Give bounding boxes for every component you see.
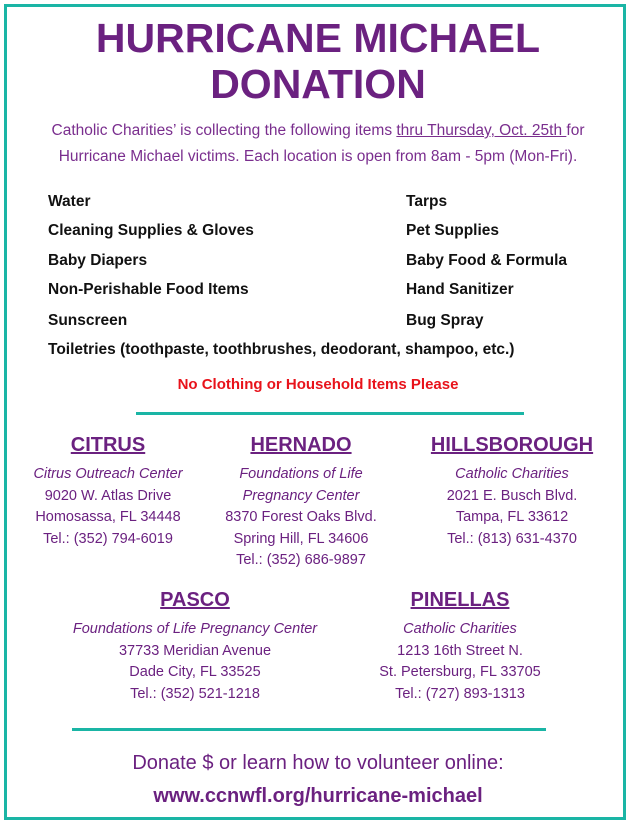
pinellas-line-3: St. Petersburg, FL 33705	[379, 664, 541, 680]
pasco-line-3: Dade City, FL 33525	[129, 664, 261, 680]
item-cleaning-supplies: Cleaning Supplies & Gloves	[48, 222, 254, 239]
pinellas-line-1: Catholic Charities	[403, 621, 517, 637]
item-water: Water	[48, 193, 91, 210]
location-pasco	[50, 587, 340, 705]
page-title-line-1: HURRICANE MICHAEL	[95, 15, 541, 61]
hillsborough-line-3: Tampa, FL 33612	[455, 509, 569, 525]
pasco-line-2: 37733 Meridian Avenue	[118, 642, 272, 659]
intro-part-2: for Hurricane Michael victims. Each location is open from 8am - 5pm (Mon-Fri).	[58, 122, 585, 165]
hillsborough-line-4: Tel.: (813) 631-4370	[447, 530, 577, 547]
item-tarps: Tarps	[406, 193, 448, 210]
page-title-line-2: DONATION	[210, 61, 426, 107]
hernado-line-1: Foundations of Life	[239, 466, 363, 482]
item-bug-spray: Bug Spray	[406, 312, 484, 329]
item-baby-food: Baby Food & Formula	[406, 252, 568, 269]
intro-part-1: Catholic Charities’ is collecting the following items	[51, 122, 397, 139]
location-hillsborough	[404, 432, 620, 550]
intro-text	[20, 118, 616, 170]
item-sunscreen: Sunscreen	[48, 312, 128, 329]
location-citrus	[18, 432, 198, 550]
item-baby-diapers: Baby Diapers	[48, 252, 148, 269]
pinellas-line-2: 1213 16th Street N.	[397, 642, 523, 659]
website-link[interactable]: www.ccnwfl.org/hurricane-michael	[153, 785, 483, 807]
county-name-hernado: HERNADO	[250, 434, 352, 456]
intro-deadline: thru Thursday, Oct. 25th	[396, 122, 567, 139]
item-pet-supplies: Pet Supplies	[406, 222, 500, 239]
hernado-line-2: Pregnancy Center	[242, 487, 360, 504]
pasco-line-1: Foundations of Life Pregnancy Center	[72, 621, 318, 637]
item-food: Non-Perishable Food Items	[48, 281, 249, 298]
county-name-citrus: CITRUS	[70, 434, 146, 456]
divider-top	[136, 412, 524, 415]
donate-text: Donate $ or learn how to volunteer online:	[132, 752, 504, 774]
location-pinellas	[350, 587, 570, 705]
pinellas-line-4: Tel.: (727) 893-1313	[395, 685, 525, 702]
item-toiletries: Toiletries (toothpaste, toothbrushes, deodorant, shampoo, etc.)	[48, 341, 515, 358]
divider-bottom	[72, 728, 546, 731]
notice-text: No Clothing or Household Items Please	[177, 376, 459, 393]
citrus-line-4: Tel.: (352) 794-6019	[43, 530, 173, 547]
citrus-line-3: Homosassa, FL 34448	[35, 509, 181, 525]
hernado-line-4: Spring Hill, FL 34606	[233, 530, 369, 547]
hillsborough-line-2: 2021 E. Busch Blvd.	[446, 487, 578, 504]
citrus-line-1: Citrus Outreach Center	[33, 466, 183, 482]
hernado-line-3: 8370 Forest Oaks Blvd.	[225, 509, 377, 525]
pasco-line-4: Tel.: (352) 521-1218	[130, 685, 260, 702]
county-name-pasco: PASCO	[160, 589, 230, 611]
hillsborough-line-1: Catholic Charities	[455, 466, 569, 482]
item-hand-sanitizer: Hand Sanitizer	[406, 281, 514, 298]
hernado-line-5: Tel.: (352) 686-9897	[236, 552, 366, 568]
citrus-line-2: 9020 W. Atlas Drive	[44, 487, 172, 504]
county-name-hillsborough: HILLSBOROUGH	[430, 434, 594, 456]
county-name-pinellas: PINELLAS	[410, 589, 510, 611]
location-hernado	[203, 432, 399, 572]
